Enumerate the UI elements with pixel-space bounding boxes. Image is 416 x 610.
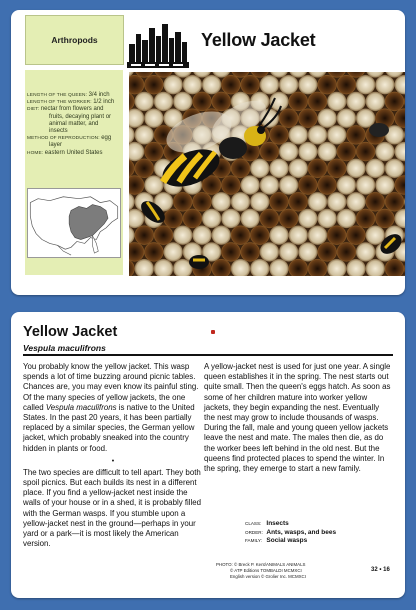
comb-cell: [173, 92, 192, 111]
comb-cell: [212, 192, 231, 211]
comb-cell: [375, 209, 394, 228]
comb-cell: [212, 226, 231, 245]
comb-cell: [327, 125, 346, 144]
comb-cell: [144, 75, 163, 94]
comb-cell: [231, 159, 250, 178]
comb-cell: [260, 75, 279, 94]
comb-cell: [260, 242, 279, 261]
comb-cell: [298, 209, 317, 228]
comb-cell: [366, 192, 385, 211]
category-label: Arthropods: [25, 15, 124, 65]
comb-cell: [260, 175, 279, 194]
order-row: ORDER: Ants, wasps, and bees: [245, 528, 337, 536]
comb-cell: [346, 226, 365, 245]
comb-cell: [163, 75, 182, 94]
comb-cell: [327, 226, 346, 245]
comb-cell: [366, 226, 385, 245]
comb-cell: [269, 92, 288, 111]
comb-cell: [327, 92, 346, 111]
comb-cell: [240, 75, 259, 94]
comb-cell: [346, 92, 365, 111]
comb-cell: [289, 192, 308, 211]
comb-cell: [144, 142, 163, 161]
paragraph-intro: You probably know the yellow jacket. This wasp spends a lot of time buzzing around picnic tables. Chances are, you may even know its painful sting. Of the many species of yellow jackets, the one called Vespula maculifrons is native to the United States. In the past 20 years, it has been partially replaced by a similar species, the German yellow jacket, which probably sneaked into the country hidden in plants or food.: [23, 362, 199, 453]
comb-cell: [375, 175, 394, 194]
fact-queen-length: LENGTH OF THE QUEEN: 3/4 inch: [27, 92, 110, 98]
city-skyline-logo: [127, 18, 189, 70]
comb-cell: [240, 209, 259, 228]
comb-cell: [250, 226, 269, 245]
comb-cell: [337, 242, 356, 261]
comb-cell: [346, 192, 365, 211]
fact-worker-length: LENGTH OF THE WORKER: 1/2 inch: [27, 99, 115, 106]
comb-cell: [250, 192, 269, 211]
comb-cell: [289, 159, 308, 178]
comb-cell: [183, 75, 202, 94]
comb-cell: [192, 192, 211, 211]
fact-diet-line3: animal matter, and: [49, 120, 99, 127]
comb-cell: [192, 92, 211, 111]
comb-cell: [135, 125, 154, 144]
comb-cell: [250, 159, 269, 178]
comb-cell: [269, 226, 288, 245]
fact-home: HOME: eastern United States: [27, 149, 103, 156]
comb-cell: [308, 92, 327, 111]
comb-cell: [298, 108, 317, 127]
fact-reproduction-line2: layer: [49, 142, 63, 149]
comb-cell: [135, 226, 154, 245]
card-title: Yellow Jacket: [201, 30, 316, 50]
fact-diet-line2: fruits, decaying plant or: [49, 113, 112, 120]
back-title: Yellow Jacket: [23, 324, 118, 340]
red-mark: [211, 330, 215, 334]
comb-cell: [375, 75, 394, 94]
comb-cell: [154, 226, 173, 245]
comb-cell: [317, 108, 336, 127]
comb-cell: [317, 175, 336, 194]
comb-cell: [346, 125, 365, 144]
comb-cell: [289, 226, 308, 245]
comb-cell: [279, 142, 298, 161]
comb-cell: [163, 242, 182, 261]
comb-cell: [337, 108, 356, 127]
comb-cell: [269, 125, 288, 144]
comb-cell: [356, 142, 375, 161]
comb-cell: [366, 92, 385, 111]
fact-diet-line4: insects: [49, 128, 68, 135]
comb-cell: [144, 175, 163, 194]
comb-cell: [356, 209, 375, 228]
comb-cell: [298, 142, 317, 161]
comb-cell: [385, 92, 404, 111]
right-column: [204, 362, 392, 474]
comb-cell: [385, 159, 404, 178]
comb-cell: [183, 209, 202, 228]
back-card: [11, 312, 405, 598]
comb-cell: [289, 125, 308, 144]
comb-cell: [317, 242, 336, 261]
comb-cell: [327, 192, 346, 211]
comb-cell: [221, 75, 240, 94]
comb-cell: [202, 75, 221, 94]
comb-cell: [279, 75, 298, 94]
comb-cell: [279, 108, 298, 127]
comb-cell: [289, 92, 308, 111]
comb-cell: [231, 226, 250, 245]
comb-cell: [337, 75, 356, 94]
comb-cell: [337, 209, 356, 228]
paragraph-nest: A yellow-jacket nest is used for just one year. A single queen establishes it in the spring. The nest starts out quite small. Then the queen's eggs hatch. As soon as some of her children mature into worker yellow jackets, they begin expanding the nest. Eventually the nest may grow to include thousands of wasps. During the fall, male and young queen yellow jackets leave the nest and mate. The males then die, as do the worker bees left behind in the old nest. But the queens find protected places to spend the winter. In the spring, they emerge to start a new family.: [204, 362, 391, 474]
comb-cell: [144, 242, 163, 261]
comb-cell: [212, 92, 231, 111]
family-row: FAMILY: Social wasps: [245, 537, 308, 545]
comb-cell: [260, 142, 279, 161]
comb-cell: [202, 209, 221, 228]
comb-cell: [240, 242, 259, 261]
comb-cell: [356, 242, 375, 261]
comb-cell: [337, 175, 356, 194]
comb-cell: [298, 242, 317, 261]
comb-cell: [346, 159, 365, 178]
comb-cell: [375, 142, 394, 161]
comb-cell: [269, 159, 288, 178]
yellow-jacket-nest-photo: [129, 72, 405, 276]
comb-cell: [337, 142, 356, 161]
class-row: CLASS: Insects: [245, 520, 289, 527]
photo-credits: PHOTO: © Breck P. Kent/ANIMALS ANIMALS © ATP Editions TOMBALDI MCMXCI English version © Grolier Inc. MCMXCI: [216, 562, 306, 579]
comb-cell: [317, 142, 336, 161]
comb-cell: [356, 75, 375, 94]
front-card: [11, 10, 405, 295]
comb-cell: [308, 159, 327, 178]
classification-table: [245, 520, 336, 546]
comb-cell: [317, 209, 336, 228]
comb-cell: [308, 125, 327, 144]
comb-cell: [260, 209, 279, 228]
range-map: [27, 188, 121, 258]
comb-cell: [308, 192, 327, 211]
comb-cell: [279, 175, 298, 194]
comb-cell: [298, 175, 317, 194]
comb-cell: [173, 226, 192, 245]
comb-cell: [163, 209, 182, 228]
card-number: 32 • 16: [371, 567, 390, 573]
comb-cell: [231, 192, 250, 211]
comb-cell: [221, 242, 240, 261]
fact-reproduction: METHOD OF REPRODUCTION: egg: [27, 135, 112, 142]
comb-cell: [173, 192, 192, 211]
comb-cell: [221, 209, 240, 228]
facts-list: [27, 92, 123, 157]
comb-cell: [356, 175, 375, 194]
comb-cell: [192, 226, 211, 245]
comb-cell: [240, 175, 259, 194]
fact-diet: DIET: nectar from flowers and: [27, 106, 104, 113]
comb-cell: [279, 242, 298, 261]
paragraph-species: The two species are difficult to tell apart. They both spoil picnics. But each builds its nest in a different place. If you find a yellow-jacket nest inside the walls of your house or in a shed, it is probably filled with the German wasps. If you stumble upon a yellow-jacket nest in the ground—perhaps in your yard or a park—it is most likely the American version.: [23, 467, 202, 549]
comb-cell: [144, 108, 163, 127]
comb-cell: [135, 92, 154, 111]
comb-cell: [317, 75, 336, 94]
comb-cell: [298, 75, 317, 94]
left-column: [23, 362, 203, 549]
comb-cell: [308, 226, 327, 245]
comb-cell: [269, 192, 288, 211]
comb-cell: [221, 175, 240, 194]
comb-cell: [279, 209, 298, 228]
comb-cell: [154, 92, 173, 111]
comb-cell: [135, 159, 154, 178]
title-rule: [23, 354, 393, 356]
bullet-separator: •: [111, 457, 115, 465]
comb-cell: [385, 192, 404, 211]
comb-cell: [327, 159, 346, 178]
scientific-name: Vespula maculifrons: [23, 343, 106, 353]
comb-cell: [366, 159, 385, 178]
